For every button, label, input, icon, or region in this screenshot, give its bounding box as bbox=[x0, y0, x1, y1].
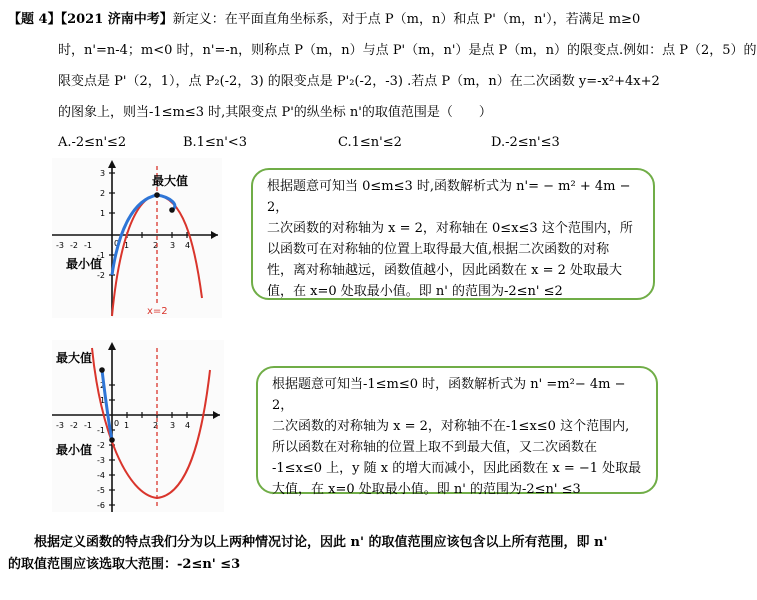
y-tick-label: -5 bbox=[97, 486, 105, 495]
problem-text-1: 新定义：在平面直角坐标系，对于点 P（m，n）和点 P'（m，n'），若满足 m≥0 bbox=[172, 12, 641, 27]
min-point bbox=[109, 437, 115, 443]
y-tick-label: 2 bbox=[100, 189, 106, 198]
y-tick-label: -4 bbox=[97, 471, 105, 480]
x-tick-label: -1 bbox=[84, 421, 92, 430]
choice-d: D.-2≤n'≤3 bbox=[491, 135, 560, 150]
summary-paragraph bbox=[8, 532, 660, 576]
choice-b: B.1≤n'<3 bbox=[183, 135, 247, 150]
symmetry-axis-label: x=2 bbox=[147, 306, 168, 317]
max-label: 最大值 bbox=[152, 174, 189, 188]
y-tick-label: 1 bbox=[100, 209, 106, 218]
y-tick-label: 3 bbox=[100, 169, 106, 178]
explanation-box-1 bbox=[251, 168, 655, 300]
choice-a: A.-2≤n'≤2 bbox=[58, 135, 127, 150]
y-tick-label: -2 bbox=[97, 271, 105, 280]
max-point bbox=[154, 192, 160, 198]
y-tick-label: -6 bbox=[97, 501, 105, 510]
x-tick-label: 4 bbox=[185, 241, 191, 250]
x-tick-label: 1 bbox=[124, 421, 130, 430]
max-point bbox=[99, 367, 105, 373]
end-point bbox=[169, 207, 175, 213]
choice-c: C.1≤n'≤2 bbox=[338, 135, 402, 150]
y-tick-label: -2 bbox=[97, 441, 105, 450]
box1-line: 二次函数的对称轴为 x = 2，对称轴在 0≤x≤3 这个范围内，所 bbox=[267, 221, 633, 236]
figure-2-graph bbox=[52, 340, 224, 512]
min-label: 最小值 bbox=[66, 257, 103, 271]
x-tick-label: 0 bbox=[114, 239, 120, 248]
x-tick-label: -2 bbox=[70, 421, 78, 430]
y-tick-label: 1 bbox=[100, 396, 106, 405]
box1-line: 根据题意可知当 0≤m≤3 时,函数解析式为 n'= − m² + 4m − 2， bbox=[267, 179, 631, 215]
box2-line: 根据题意可知当-1≤m≤0 时，函数解析式为 n' =m²− 4m − 2， bbox=[272, 377, 626, 413]
box2-line: 二次函数的对称轴为 x = 2，对称轴不在-1≤x≤0 这个范围内, bbox=[272, 419, 630, 434]
x-tick-label: -3 bbox=[56, 241, 64, 250]
box1-line: 值，在 x=0 处取最小值。即 n' 的范围为-2≤n' ≤2 bbox=[267, 284, 563, 299]
summary-line-2: 的取值范围应该选取大范围：-2≤n' ≤3 bbox=[8, 557, 241, 572]
problem-source: 【2021 济南中考】 bbox=[60, 12, 173, 27]
x-tick-label: -1 bbox=[84, 241, 92, 250]
problem-line-1 bbox=[8, 8, 640, 27]
problem-line-3: 限变点是 P'（2，1），点 P₂(-2，3) 的限变点是 P'₂(-2，-3) .若点 P（m，n）在二次函数 y=-x²+4x+2 bbox=[58, 74, 660, 89]
x-tick-label: -3 bbox=[56, 421, 64, 430]
y-tick-label: -3 bbox=[97, 456, 105, 465]
box1-line: 以函数可在对称轴的位置上取得最大值,根据二次函数的对称 bbox=[267, 242, 610, 257]
x-tick-label: 4 bbox=[185, 421, 191, 430]
box2-line: 所以函数在对称轴的位置上取不到最大值，又二次函数在 bbox=[272, 440, 598, 455]
box1-line: 性，离对称轴越远，函数值越小，因此函数在 x = 2 处取最大 bbox=[267, 263, 623, 278]
explanation-box-2 bbox=[256, 366, 658, 497]
x-tick-label: 2 bbox=[153, 421, 159, 430]
x-tick-label: 2 bbox=[153, 241, 159, 250]
summary-line-1: 根据定义函数的特点我们分为以上两种情况讨论，因此 n' 的取值范围应该包含以上所有范围，即 n' bbox=[34, 535, 608, 550]
x-tick-label: 3 bbox=[170, 241, 176, 250]
box2-line: 大值，在 x=0 处取最小值。即 n' 的范围为-2≤n' ≤3 bbox=[272, 482, 581, 497]
problem-line-4: 的图象上，则当-1≤m≤3 时,其限变点 P'的纵坐标 n'的取值范围是（ ） bbox=[58, 105, 492, 120]
y-tick-label: -1 bbox=[97, 251, 105, 260]
box2-line: -1≤x≤0 上，y 随 x 的增大而减小，因此函数在 x = −1 处取最 bbox=[272, 461, 642, 476]
x-tick-label: -2 bbox=[70, 241, 78, 250]
x-tick-label: 0 bbox=[114, 419, 120, 428]
x-tick-label: 3 bbox=[170, 421, 176, 430]
figure-1-graph bbox=[52, 158, 222, 318]
x-tick-label: 1 bbox=[124, 241, 130, 250]
problem-line-2: 时，n'=n-4；m<0 时，n'=-n，则称点 P（m，n）与点 P'（m，n'）是点 P（m，n）的限变点.例如：点 P（2，5）的 bbox=[58, 43, 757, 58]
y-tick-label: -1 bbox=[97, 426, 105, 435]
min-label: 最小值 bbox=[56, 443, 93, 457]
max-label: 最大值 bbox=[56, 351, 93, 365]
y-tick-label: 2 bbox=[100, 381, 106, 390]
problem-tag: 【题 4】 bbox=[8, 12, 61, 27]
